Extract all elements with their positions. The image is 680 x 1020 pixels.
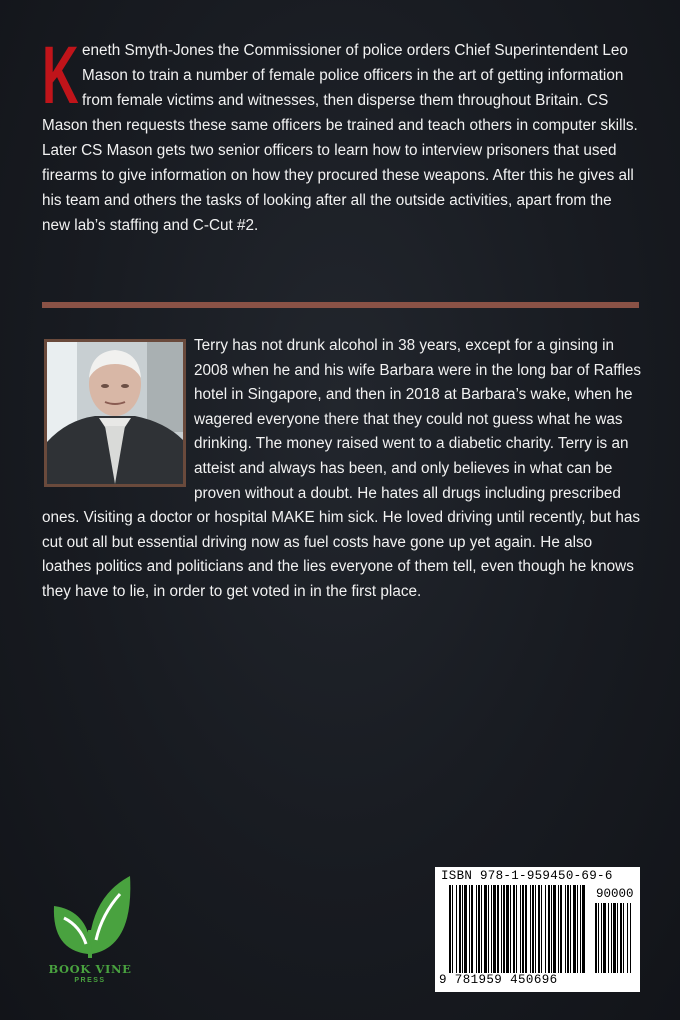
barcode-bar <box>525 885 527 973</box>
barcode-bar <box>493 885 496 973</box>
blurb-text: eneth Smyth-Jones the Commissioner of police orders Chief Superintendent Leo Mason to train a number of female police officers in the art of getting information from female victims and witnesses, then disperse them throughout Britain. CS Mason then requests these same officers be trained and teach others in computer skills. Later CS Mason gets two senior officers to learn how to interview prisoners that used firearms to give information on how they procured these weapons. After this he gives all his team and others the tasks of looking after all the outside activities, apart from the new lab’s staffing and C-Cut #2. <box>42 42 638 234</box>
barcode-bar <box>520 885 521 973</box>
barcode-bar <box>476 885 477 973</box>
author-bio-text: Terry has not drunk alcohol in 38 years, except for a ginsing in 2008 when he and his wife Barbara were in the long bar of Raffles hotel in Singapore, and then in 2018 at Barbara’s wake, when he wagered everyone there that they could not guess what he was drinking. The money raised went to a diabetic charity. Terry is an atteist and always has been, and only believes in what can be proven without a doubt. He hates all drugs including prescribed ones. Visiting a doctor or hospital MAKE him sick. He loved driving until recently, but has cut out all but essential driving now as fuel costs have gone up yet again. He also loathes politics and politicians and the lies everyone of them tell, even though he knows they have to lie, in order to get voted in in the first place. <box>42 337 642 600</box>
barcode-bar <box>545 885 546 973</box>
barcode-bar <box>481 885 482 973</box>
barcode-bar <box>623 903 624 973</box>
barcode-bar <box>510 885 511 973</box>
back-cover-blurb <box>42 30 642 238</box>
barcode-bar <box>522 885 524 973</box>
barcode-bar <box>608 903 609 973</box>
barcode-bar <box>469 885 470 973</box>
barcode-bar <box>595 903 597 973</box>
barcode-bar <box>516 885 517 973</box>
barcode-bar <box>580 885 581 973</box>
barcode-bar <box>497 885 499 973</box>
barcode-bar <box>471 885 473 973</box>
isbn-label: ISBN 978-1-959450-69-6 <box>441 869 613 883</box>
barcode-bar <box>532 885 534 973</box>
price-code: 90000 <box>596 887 634 901</box>
barcode-bar <box>449 885 451 973</box>
barcode-bar <box>570 885 571 973</box>
barcode-digits: 9 781959 450696 <box>439 973 558 987</box>
drop-cap-letter: K <box>42 30 79 121</box>
barcode-bar <box>560 885 562 973</box>
barcode-bar <box>456 885 457 973</box>
barcode-bar <box>452 885 453 973</box>
barcode-bar <box>627 903 628 973</box>
barcode-bar <box>462 885 463 973</box>
barcode-bar <box>598 903 599 973</box>
barcode-bar <box>551 885 552 973</box>
barcode-bar <box>530 885 531 973</box>
author-bio <box>42 334 642 605</box>
barcode-bar <box>503 885 505 973</box>
barcode-bar <box>541 885 542 973</box>
barcode-bar <box>488 885 489 973</box>
barcode-bar <box>577 885 578 973</box>
barcode-bar <box>513 885 515 973</box>
publisher-subtitle: PRESS <box>74 977 106 984</box>
barcode-bar <box>558 885 559 973</box>
isbn-barcode <box>435 867 640 992</box>
barcode-bar <box>601 903 602 973</box>
barcode-bar <box>491 885 492 973</box>
barcode-bar <box>548 885 550 973</box>
barcode-bar <box>613 903 616 973</box>
barcode-bar <box>478 885 480 973</box>
barcode-bar <box>535 885 536 973</box>
barcode-bar <box>567 885 569 973</box>
barcode-bar <box>506 885 509 973</box>
barcode-bar <box>501 885 502 973</box>
barcode-bar <box>484 885 487 973</box>
barcode-bar <box>565 885 566 973</box>
barcode-bar <box>573 885 576 973</box>
barcode-bar <box>582 885 585 973</box>
barcode-bar <box>553 885 556 973</box>
barcode-bar <box>459 885 461 973</box>
barcode-bar <box>630 903 631 973</box>
barcode-bar <box>611 903 612 973</box>
barcode-bar <box>603 903 606 973</box>
section-divider <box>42 302 639 308</box>
photo-spacer <box>42 334 194 482</box>
barcode-bar <box>464 885 467 973</box>
barcode-bar <box>620 903 622 973</box>
publisher-name: BOOK VINE <box>48 962 132 976</box>
barcode-bar <box>538 885 540 973</box>
barcode-bar <box>617 903 618 973</box>
